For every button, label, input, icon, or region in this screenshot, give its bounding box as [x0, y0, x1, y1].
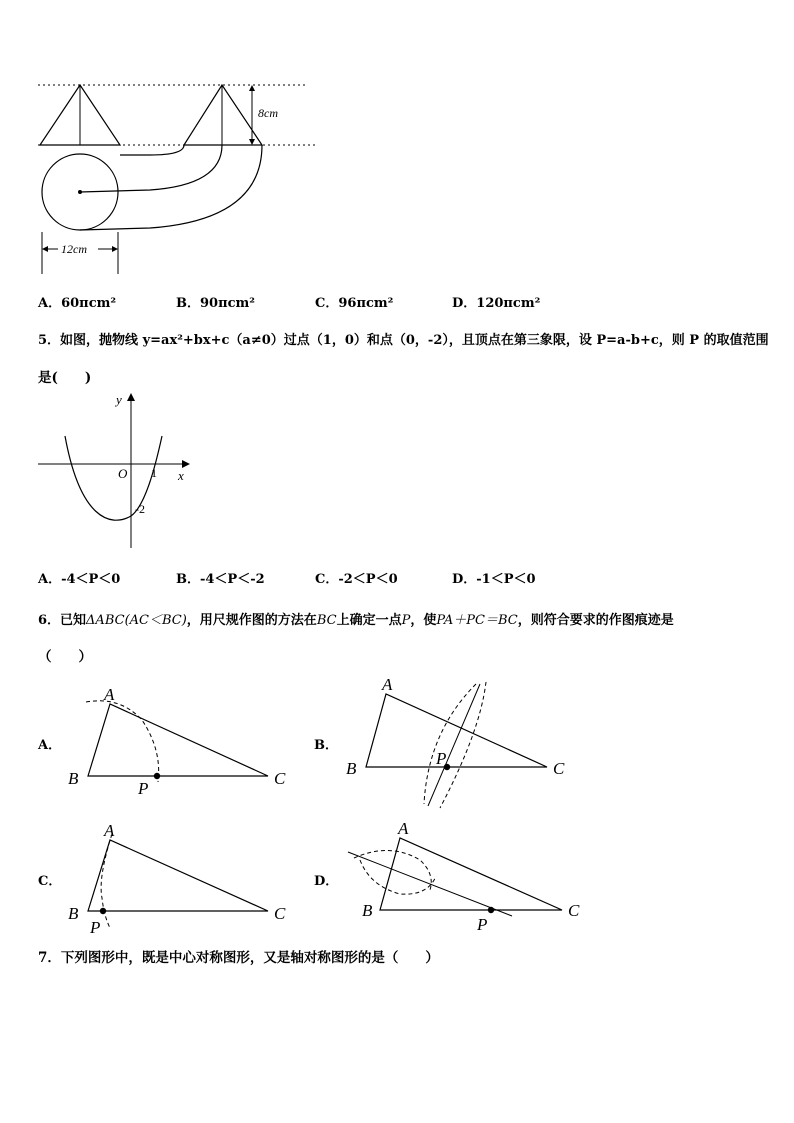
q6-eq: PA＋PC＝BC [436, 613, 518, 628]
q5-question-line2: 是( ) [38, 370, 92, 386]
q6-option-a-label[interactable]: A． [38, 738, 62, 753]
q6-d-pt-b: B [362, 901, 373, 920]
q6-b-pt-p: P [436, 749, 447, 768]
q6-suffix: ，则符合要求的作图痕迹是 [517, 613, 674, 628]
q4-option-c[interactable]: C．96πcm² [315, 296, 394, 311]
q4-option-a[interactable]: A．60πcm² [38, 296, 117, 311]
q7-question: 7．下列图形中，既是中心对称图形，又是轴对称图形的是（ ） [38, 950, 439, 966]
q6-question-line1 [38, 609, 674, 628]
q6-a-pt-a: A [104, 685, 115, 704]
q6-p: P [401, 613, 411, 628]
q6-b-pt-b: B [346, 759, 357, 778]
q5-option-a[interactable]: A．-4＜P＜0 [38, 572, 121, 587]
q6-option-d-figure[interactable] [340, 816, 600, 936]
q4-option-d[interactable]: D．120πcm² [452, 296, 541, 311]
q6-option-d-label[interactable]: D． [314, 874, 339, 889]
q5-origin: O [118, 466, 128, 481]
q6-c-pt-a: A [104, 821, 115, 840]
q6-c-pt-c: C [274, 904, 286, 923]
q6-a-pt-b: B [68, 769, 79, 788]
q6-mid3: ，使 [410, 613, 437, 628]
q5-question-line1: 5．如图，抛物线 y=ax²+bx+c（a≠0）过点（1，0）和点（0，-2），且顶点在第三象限，设 P=a-b+c，则 P 的取值范围 [38, 333, 769, 348]
q6-a-pt-c: C [274, 769, 286, 788]
q6-question-line2: （ ） [38, 649, 92, 665]
q5-axis-y: y [116, 392, 122, 407]
q5-tick-neg2: -2 [135, 502, 145, 516]
q6-option-b-figure[interactable] [340, 672, 590, 812]
q6-b-pt-c: C [553, 759, 565, 778]
q5-option-b[interactable]: B．-4＜P＜-2 [176, 572, 265, 587]
q5-axis-x: x [178, 468, 184, 483]
q6-c-pt-b: B [68, 904, 79, 923]
q6-prefix: 6．已知 [38, 613, 87, 628]
q6-a-pt-p: P [138, 779, 149, 798]
q4-width-label: 12cm [61, 242, 87, 256]
q5-option-d[interactable]: D．-1＜P＜0 [452, 572, 536, 587]
q6-c-pt-p: P [90, 918, 101, 937]
q5-option-c[interactable]: C．-2＜P＜0 [315, 572, 398, 587]
q6-d-pt-c: C [568, 901, 580, 920]
q6-b-pt-a: A [382, 675, 393, 694]
q6-mid: ，用尺规作图的方法在 [186, 613, 317, 628]
q4-height-label: 8cm [258, 106, 278, 120]
q6-triangle: ΔABC(AC＜BC) [86, 613, 187, 628]
q6-bc: BC [316, 613, 337, 628]
q4-option-b[interactable]: B．90πcm² [176, 296, 255, 311]
q6-mid2: 上确定一点 [336, 613, 402, 628]
q6-option-b-label[interactable]: B． [314, 738, 338, 753]
q6-option-a-figure[interactable] [60, 680, 300, 798]
q6-option-c-figure[interactable] [60, 818, 300, 938]
q4-figure [0, 0, 794, 300]
q6-d-pt-a: A [398, 819, 409, 838]
q6-d-pt-p: P [477, 915, 488, 934]
q5-tick-1: 1 [151, 466, 157, 480]
q6-option-c-label[interactable]: C． [38, 874, 62, 889]
q5-parabola-graph [30, 388, 230, 558]
